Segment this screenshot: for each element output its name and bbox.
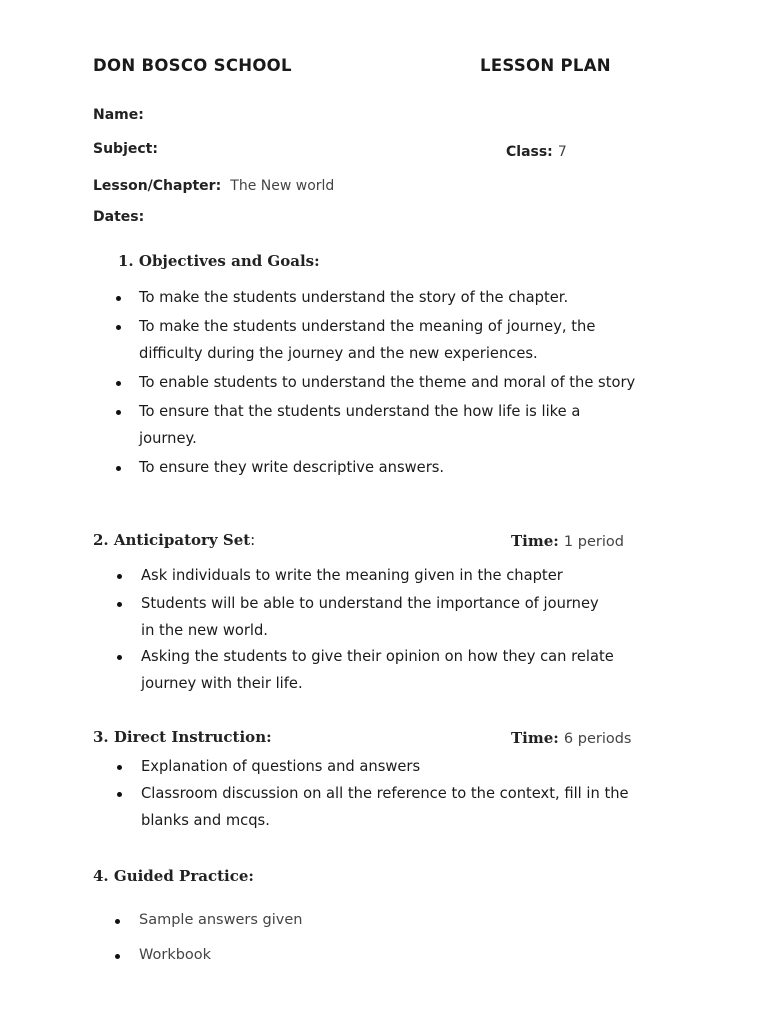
bullet-dot xyxy=(117,765,122,770)
list-item: Sample answers given xyxy=(139,912,303,928)
bullet-dot xyxy=(117,574,122,579)
bullet-dot xyxy=(117,792,122,797)
bullet-dot xyxy=(117,602,122,607)
list-item: To ensure that the students understand the how life is like a journey. xyxy=(139,403,581,447)
anticipatory-time-value: 1 period xyxy=(563,534,624,550)
subject-label: Subject: xyxy=(93,141,158,157)
list-item: Ask individuals to write the meaning given in the chapter xyxy=(141,567,563,584)
objectives-title: 1. Objectives and Goals: xyxy=(118,252,320,270)
class-value: 7 xyxy=(557,144,567,160)
document-type: LESSON PLAN xyxy=(480,56,611,75)
bullet-dot xyxy=(115,919,120,924)
list-item: To ensure they write descriptive answers. xyxy=(139,459,445,476)
lesson-value: The New world xyxy=(230,178,335,194)
anticipatory-time xyxy=(511,531,624,550)
bullet-dot xyxy=(116,466,121,471)
school-name: DON BOSCO SCHOOL xyxy=(93,56,292,75)
bullet-dot xyxy=(116,410,121,415)
anticipatory-title-colon: : xyxy=(250,531,256,549)
lesson-field xyxy=(93,175,334,194)
bullet-dot xyxy=(116,325,121,330)
list-item: Classroom discussion on all the reference to the context, fill in the blanks and mcqs. xyxy=(141,785,629,829)
list-item: Workbook xyxy=(139,947,212,963)
class-field xyxy=(506,141,567,160)
list-item: To make the students understand the story of the chapter. xyxy=(139,289,569,306)
class-label: Class: xyxy=(506,144,553,160)
name-label: Name: xyxy=(93,107,144,123)
anticipatory-title xyxy=(93,531,255,549)
list-item: Students will be able to understand the importance of journey in the new world. xyxy=(141,595,599,639)
guided-practice-title: 4. Guided Practice: xyxy=(93,867,254,885)
list-item: Explanation of questions and answers xyxy=(141,758,421,775)
anticipatory-title-text: 2. Anticipatory Set xyxy=(93,531,251,549)
bullet-dot xyxy=(116,296,121,301)
list-item: To enable students to understand the theme and moral of the story xyxy=(139,374,636,391)
bullet-dot xyxy=(117,655,122,660)
list-item: Asking the students to give their opinion on how they can relate journey with their life. xyxy=(141,648,614,692)
list-item: To make the students understand the meaning of journey, the difficulty during the journey and the new experiences. xyxy=(139,318,596,362)
lesson-label: Lesson/Chapter: xyxy=(93,178,222,194)
direct-time-value: 6 periods xyxy=(563,731,632,747)
direct-instruction-time xyxy=(511,728,632,747)
bullet-dot xyxy=(116,381,121,386)
direct-instruction-title: 3. Direct Instruction: xyxy=(93,728,272,746)
direct-time-label: Time: xyxy=(511,729,559,747)
dates-label: Dates: xyxy=(93,209,145,225)
bullet-dot xyxy=(115,954,120,959)
anticipatory-time-label: Time: xyxy=(511,532,559,550)
